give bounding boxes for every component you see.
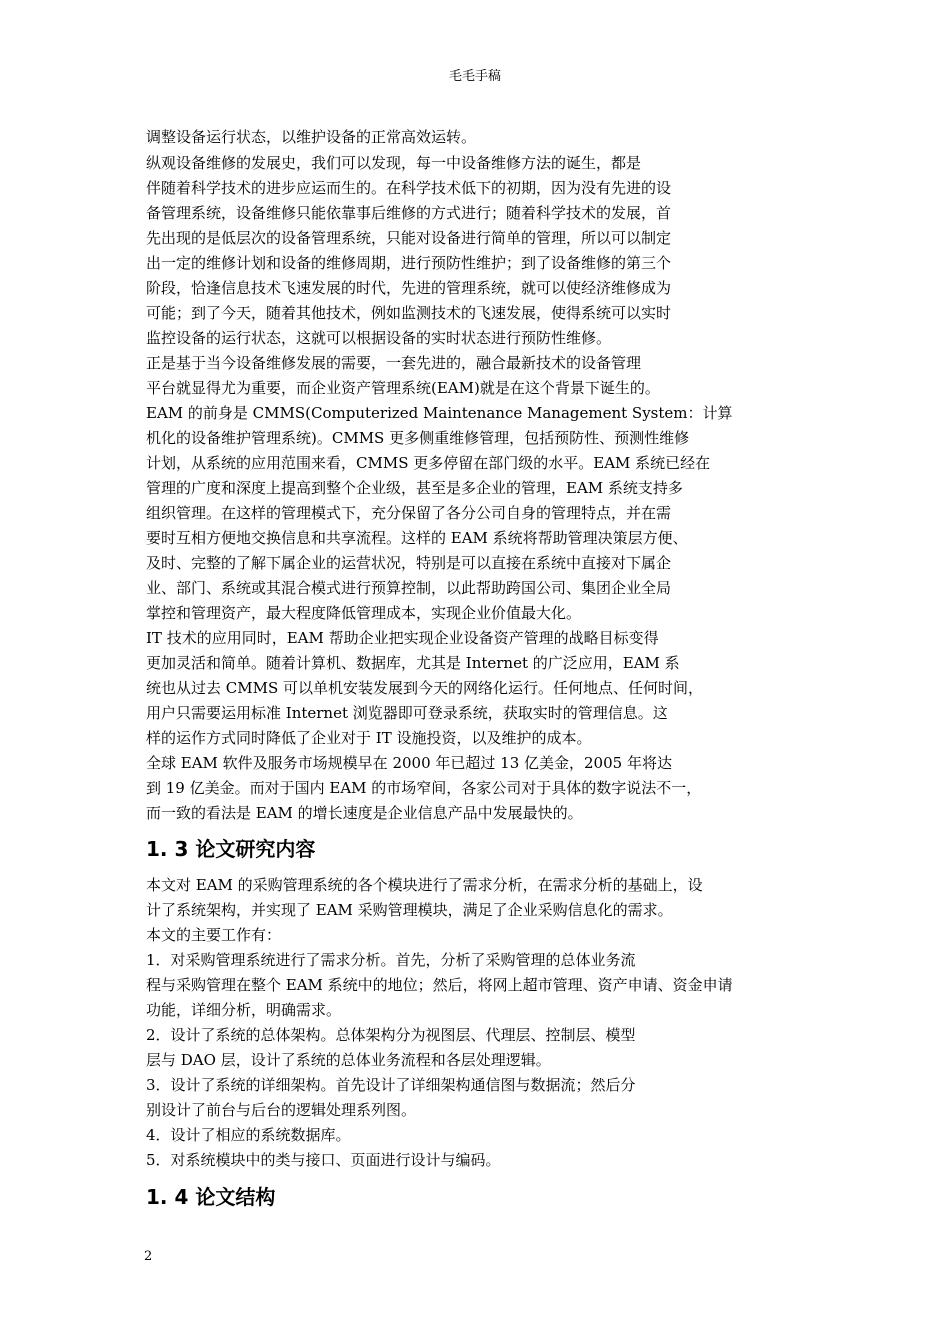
list-item: 4．设计了相应的系统数据库。 <box>146 1126 351 1144</box>
section-heading-1-4: 1. 4 论文结构 <box>146 1185 276 1209</box>
paragraph-line: 备管理系统，设备维修只能依靠事后维修的方式进行；随着科学技术的发展，首 <box>146 204 672 222</box>
paragraph-line: 机化的设备维护管理系统)。CMMS 更多侧重维修管理，包括预防性、预测性维修 <box>146 429 690 447</box>
paragraph-line: 计了系统架构，并实现了 EAM 采购管理模块，满足了企业采购信息化的需求。 <box>146 901 673 919</box>
paragraph-line: 及时、完整的了解下属企业的运营状况，特别是可以直接在系统中直接对下属企 <box>146 554 672 572</box>
paragraph-line: 出一定的维修计划和设备的维修周期，进行预防性维护；到了设备维修的第三个 <box>146 254 672 272</box>
paragraph-line: 程与采购管理在整个 EAM 系统中的地位；然后，将网上超市管理、资产申请、资金申请 <box>146 976 733 994</box>
page-header: 毛毛手稿 <box>448 69 501 84</box>
paragraph-line: 要时互相方便地交换信息和共享流程。这样的 EAM 系统将帮助管理决策层方便、 <box>146 529 688 547</box>
paragraph-line: 可能；到了今天，随着其他技术，例如监测技术的飞速发展，使得系统可以实时 <box>146 304 672 322</box>
paragraph-line: IT 技术的应用同时，EAM 帮助企业把实现企业设备资产管理的战略目标变得 <box>146 629 659 647</box>
paragraph-line: 伴随着科学技术的进步应运而生的。在科学技术低下的初期，因为没有先进的设 <box>146 179 672 197</box>
list-item: 5．对系统模块中的类与接口、页面进行设计与编码。 <box>146 1151 501 1169</box>
paragraph-line: 层与 DAO 层，设计了系统的总体业务流程和各层处理逻辑。 <box>146 1051 551 1069</box>
paragraph-line: 别设计了前台与后台的逻辑处理系列图。 <box>146 1101 417 1119</box>
section-heading-1-3: 1. 3 论文研究内容 <box>146 837 316 861</box>
paragraph-line: 阶段，恰逢信息技术飞速发展的时代，先进的管理系统，就可以使经济维修成为 <box>146 279 672 297</box>
paragraph-line: 计划，从系统的应用范围来看，CMMS 更多停留在部门级的水平。EAM 系统已经在 <box>146 454 711 472</box>
paragraph-line: 本文的主要工作有： <box>146 926 282 944</box>
paragraph-line: 监控设备的运行状态，这就可以根据设备的实时状态进行预防性维修。 <box>146 329 612 347</box>
paragraph-line: 先出现的是低层次的设备管理系统，只能对设备进行简单的管理，所以可以制定 <box>146 229 672 247</box>
list-item: 3．设计了系统的详细架构。首先设计了详细架构通信图与数据流；然后分 <box>146 1076 636 1094</box>
paragraph-line: 而一致的看法是 EAM 的增长速度是企业信息产品中发展最快的。 <box>146 804 583 822</box>
paragraph-line: 纵观设备维修的发展史，我们可以发现，每一中设备维修方法的诞生，都是 <box>146 154 642 172</box>
paragraph-line: 全球 EAM 软件及服务市场规模早在 2000 年已超过 13 亿美金，2005 年将达 <box>146 754 672 772</box>
paragraph-line: 功能，详细分析，明确需求。 <box>146 1001 342 1019</box>
page-number: 2 <box>144 1249 153 1264</box>
paragraph-line: 业、部门、系统或其混合模式进行预算控制，以此帮助跨国公司、集团企业全局 <box>146 579 672 597</box>
paragraph-line: 管理的广度和深度上提高到整个企业级，甚至是多企业的管理，EAM 系统支持多 <box>146 479 683 497</box>
paragraph-line: EAM 的前身是 CMMS(Computerized Maintenance Management System：计算 <box>146 404 733 422</box>
paragraph-line: 统也从过去 CMMS 可以单机安装发展到今天的网络化运行。任何地点、任何时间， <box>146 679 704 697</box>
paragraph-line: 掌控和管理资产，最大程度降低管理成本，实现企业价值最大化。 <box>146 604 582 622</box>
paragraph-line: 调整设备运行状态，以维护设备的正常高效运转。 <box>146 128 477 146</box>
paragraph-line: 样的运作方式同时降低了企业对于 IT 设施投资，以及维护的成本。 <box>146 729 592 747</box>
paragraph-line: 到 19 亿美金。而对于国内 EAM 的市场窄间，各家公司对于具体的数字说法不一， <box>146 779 702 797</box>
list-item: 2．设计了系统的总体架构。总体架构分为视图层、代理层、控制层、模型 <box>146 1026 636 1044</box>
paragraph-line: 平台就显得尤为重要，而企业资产管理系统(EAM)就是在这个背景下诞生的。 <box>146 379 660 397</box>
paragraph-line: 本文对 EAM 的采购管理系统的各个模块进行了需求分析，在需求分析的基础上，设 <box>146 876 703 894</box>
paragraph-line: 用户只需要运用标准 Internet 浏览器即可登录系统，获取实时的管理信息。这 <box>146 704 668 722</box>
list-item: 1．对采购管理系统进行了需求分析。首先，分析了采购管理的总体业务流 <box>146 951 636 969</box>
paragraph-line: 正是基于当今设备维修发展的需要，一套先进的，融合最新技术的设备管理 <box>146 354 642 372</box>
paragraph-line: 更加灵活和简单。随着计算机、数据库，尤其是 Internet 的广泛应用，EAM 系 <box>146 654 680 672</box>
paragraph-line: 组织管理。在这样的管理模式下，充分保留了各分公司自身的管理特点，并在需 <box>146 504 672 522</box>
